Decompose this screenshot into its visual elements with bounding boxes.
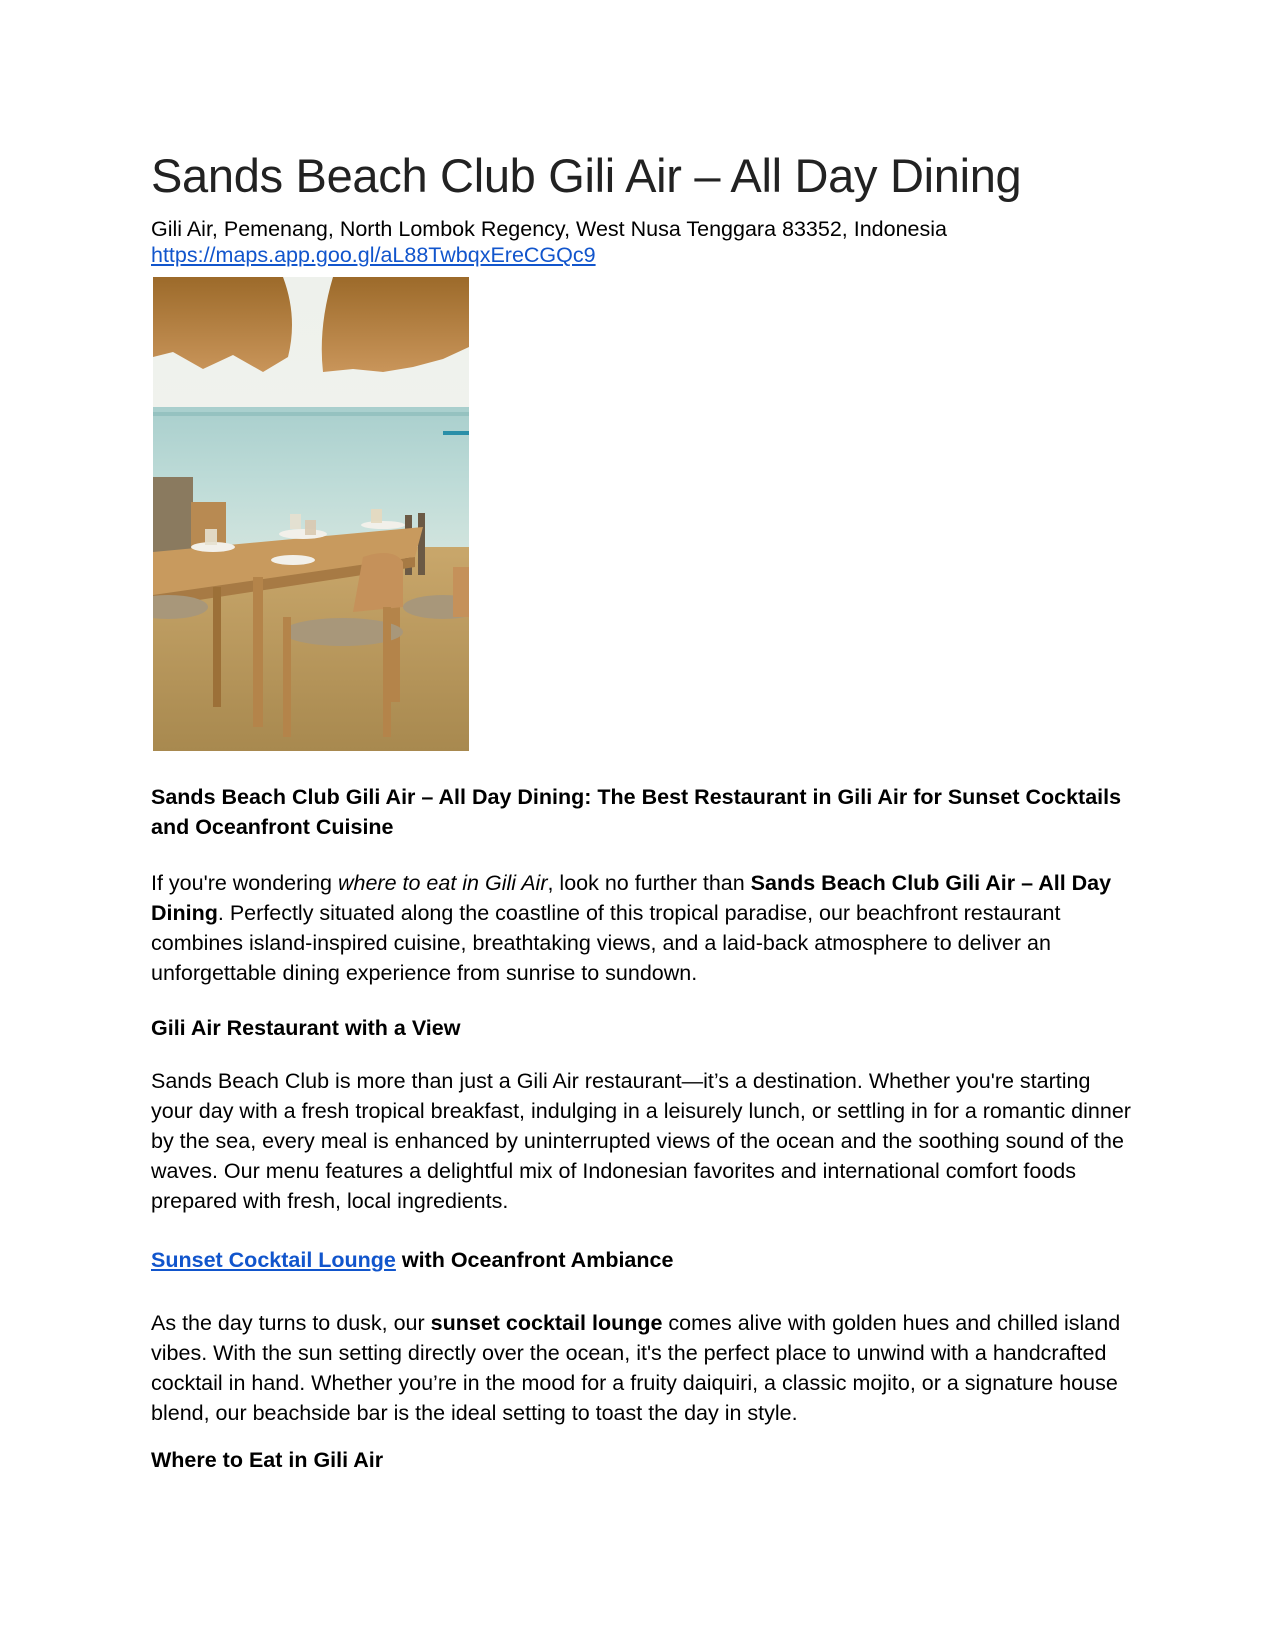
section-heading-best-restaurant: Sands Beach Club Gili Air – All Day Dining: The Best Restaurant in Gili Air for Sunset Cocktails and Oceanfront Cuisine	[151, 785, 1122, 839]
section-heading-cocktail-lounge	[151, 1245, 1131, 1275]
intro-italic-text: where to eat in Gili Air	[337, 871, 548, 895]
beach-dining-photo	[153, 277, 469, 751]
cocktail-paragraph	[151, 1308, 1131, 1428]
beach-table-image	[153, 277, 469, 751]
intro-mid-text: , look no further than	[547, 871, 751, 895]
intro-rest-text: . Perfectly situated along the coastline of this tropical paradise, our beachfront restaurant combines island-inspired cuisine, breathtaking views, and a laid-back atmosphere to deliver an unforgettable dining experience from sunrise to sundown.	[151, 901, 1061, 985]
cocktail-rest-text: comes alive with golden hues and chilled island vibes. With the sun setting directly over the ocean, it's the perfect place to unwind with a handcrafted cocktail in hand. Whether you’re in the mood for a fruity daiquiri, a classic mojito, or a signature house blend, our beachside bar is the ideal setting to toast the day in style.	[151, 1311, 1121, 1425]
intro-text: If you're wondering	[151, 871, 338, 895]
section-heading-restaurant-view: Gili Air Restaurant with a View	[151, 1016, 461, 1040]
sunset-cocktail-lounge-link[interactable]: Sunset Cocktail Lounge	[151, 1248, 396, 1272]
cocktail-intro-text: As the day turns to dusk, our	[151, 1311, 431, 1335]
intro-paragraph	[151, 868, 1131, 988]
cocktail-bold-text: sunset cocktail lounge	[430, 1311, 663, 1335]
cocktail-heading-rest: with Oceanfront Ambiance	[395, 1248, 674, 1272]
intro-bold-text: Sands Beach Club Gili Air – All Day Dining	[151, 871, 1112, 925]
page-title: Sands Beach Club Gili Air – All Day Dining	[151, 149, 1022, 202]
address: Gili Air, Pemenang, North Lombok Regency, West Nusa Tenggara 83352, Indonesia	[151, 217, 947, 241]
map-link[interactable]: https://maps.app.goo.gl/aL88TwbqxEreCGQc9	[151, 243, 596, 267]
restaurant-view-paragraph: Sands Beach Club is more than just a Gili Air restaurant—it’s a destination. Whether you're starting your day with a fresh tropical breakfast, indulging in a leisurely lunch, or settling in for a romantic dinner by the sea, every meal is enhanced by uninterrupted views of the ocean and the soothing sound of the waves. Our menu features a delightful mix of Indonesian favorites and international comfort foods prepared with fresh, local ingredients.	[151, 1069, 1131, 1213]
section-heading-where-to-eat: Where to Eat in Gili Air	[151, 1448, 384, 1472]
